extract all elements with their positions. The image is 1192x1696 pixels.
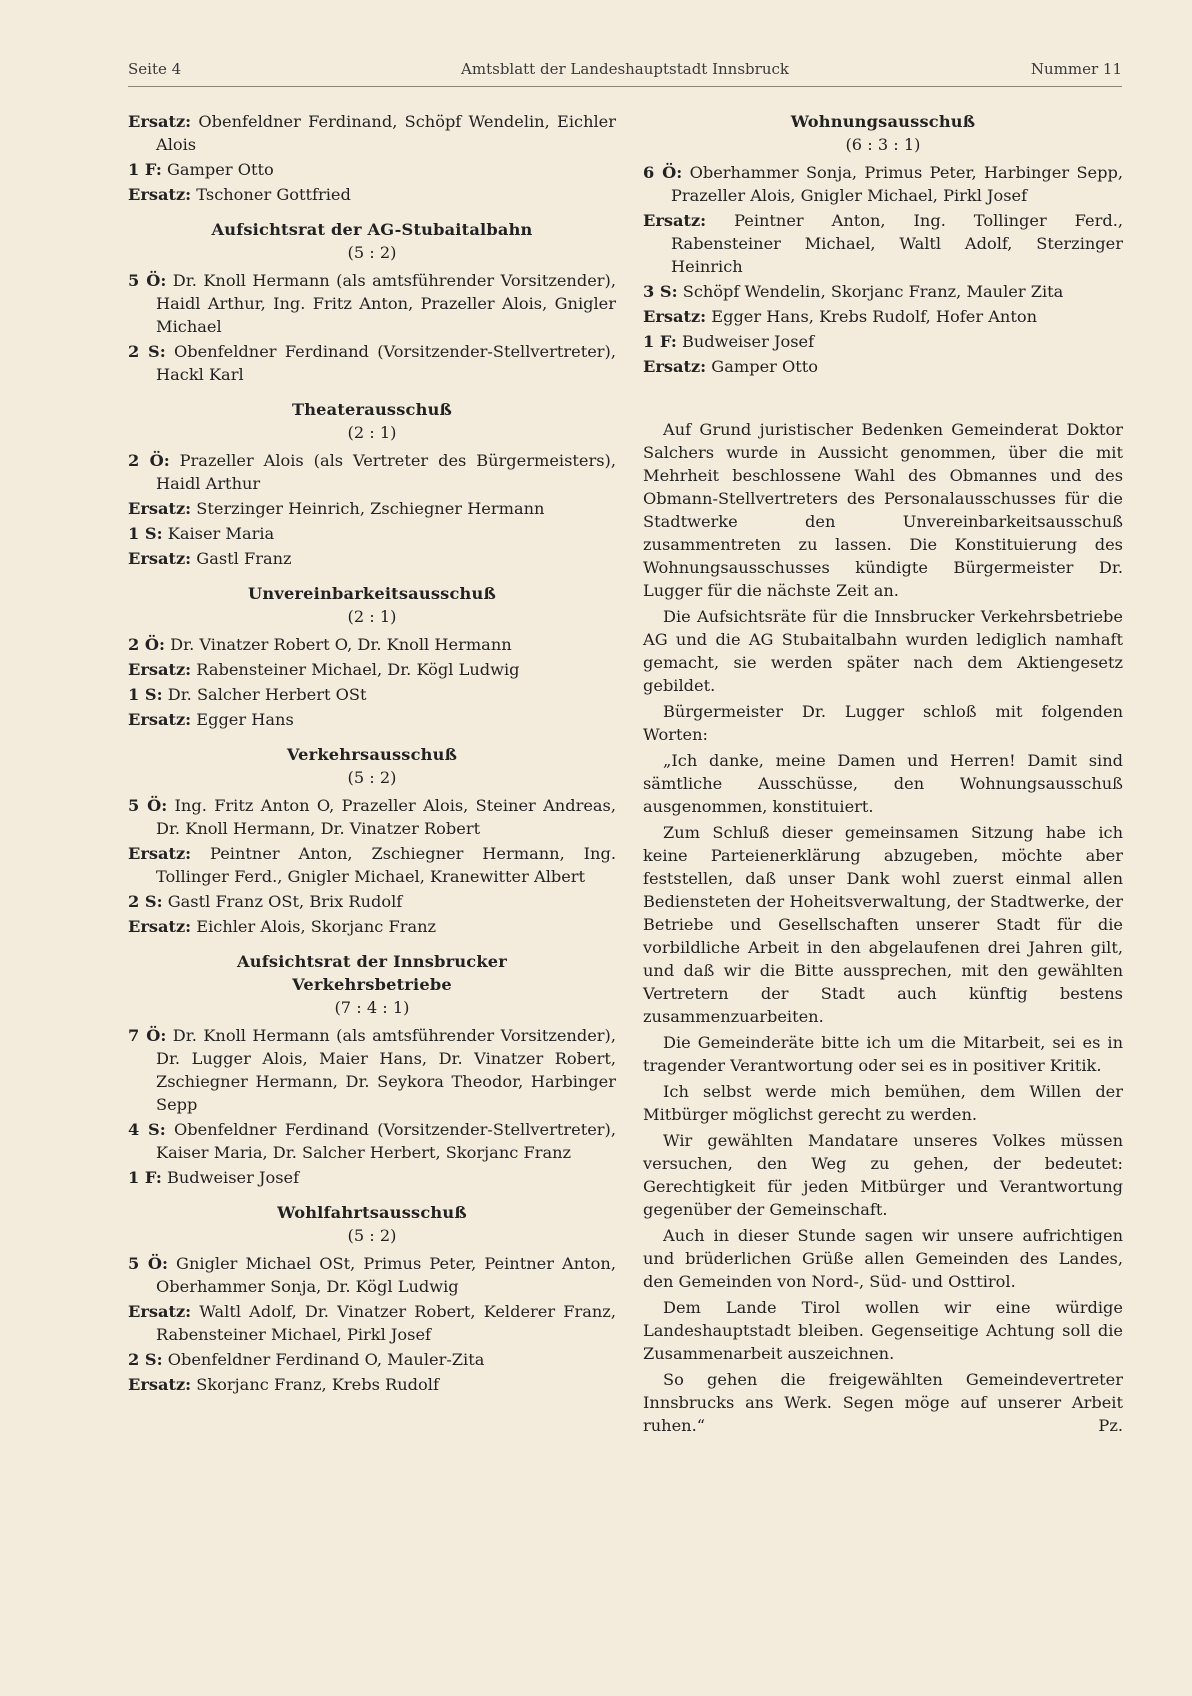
- entry: [128, 890, 616, 913]
- section-title: Wohlfahrtsausschuß: [277, 1203, 467, 1222]
- entry-text: Gastl Franz OSt, Brix Rudolf: [162, 892, 403, 911]
- entry-text: Obenfeldner Ferdinand (Vorsitzender-Stellvertreter), Kaiser Maria, Dr. Salcher Herbert, Skorjanc Franz: [156, 1120, 616, 1162]
- entry: [128, 683, 616, 706]
- section-ratio: (5 : 2): [347, 768, 397, 787]
- section-aufsichtsrat-verkehrsbetriebe: [128, 950, 616, 1189]
- paragraph-last: [643, 1368, 1123, 1437]
- section-theater: [128, 398, 616, 570]
- entry: [128, 449, 616, 495]
- paragraph: Wir gewählten Mandatare unseres Volkes müssen versuchen, den Weg zu gehen, der bedeutet: Gerechtigkeit für jeden Mitbürger und Verantwortung gegenüber der Gemeinschaft.: [643, 1131, 1123, 1219]
- section-title: Verkehrsausschuß: [286, 745, 458, 764]
- entry-label: 3 S:: [643, 282, 678, 301]
- entry: [128, 1252, 616, 1298]
- paragraph: Die Gemeinderäte bitte ich um die Mitarbeit, sei es in tragender Verantwortung oder sei es in positiver Kritik.: [643, 1033, 1123, 1075]
- paragraph-text: So gehen die freigewählten Gemeindevertreter Innsbrucks ans Werk. Segen möge auf unserer Arbeit ruhen.“: [643, 1370, 1123, 1435]
- entry: [128, 497, 616, 520]
- entry-label: 1 S:: [128, 685, 163, 704]
- section-title: Theaterausschuß: [291, 400, 453, 419]
- entry-text: Skorjanc Franz, Krebs Rudolf: [191, 1375, 439, 1394]
- entry-text: Gnigler Michael OSt, Primus Peter, Peintner Anton, Oberhammer Sonja, Dr. Kögl Ludwig: [156, 1254, 616, 1296]
- entry-label: Ersatz:: [128, 499, 192, 518]
- entry-label: Ersatz:: [643, 211, 707, 230]
- entry-text: Sterzinger Heinrich, Zschiegner Hermann: [191, 499, 545, 518]
- entry: [128, 1300, 616, 1346]
- entry: [128, 1348, 616, 1371]
- entry-text: Gamper Otto: [161, 160, 274, 179]
- author-signature: Pz.: [1098, 1416, 1123, 1435]
- entry: [128, 1373, 616, 1396]
- section-ratio: (2 : 1): [347, 607, 397, 626]
- section-title: Wohnungsausschuß: [790, 112, 976, 131]
- entry: [128, 547, 616, 570]
- entry-label: 2 S:: [128, 342, 166, 361]
- entry: [128, 158, 616, 181]
- entry-label: 2 Ö:: [128, 451, 170, 470]
- entry: [128, 708, 616, 731]
- right-column: [643, 110, 1123, 1440]
- intro-block: [128, 110, 616, 206]
- entry-label: 2 S:: [128, 892, 163, 911]
- entry-text: Ing. Fritz Anton O, Prazeller Alois, Steiner Andreas, Dr. Knoll Hermann, Dr. Vinatzer Robert: [156, 796, 616, 838]
- entry: [128, 633, 616, 656]
- left-column: [128, 110, 616, 1398]
- entry: [128, 183, 616, 206]
- paragraph: Auf Grund juristischer Bedenken Gemeinderat Doktor Salchers wurde in Aussicht genommen, über die mit Mehrheit beschlossene Wahl des Obmannes und des Obmann-Stellvertreters des Personalausschusses für die Stadtwerke den Unvereinbarkeitsausschuß zusammentreten zu lassen. Die Konstituierung des Wohnungsausschusses kündigte Bürgermeister Dr. Lugger für die nächste Zeit an.: [643, 420, 1123, 600]
- paragraph: Bürgermeister Dr. Lugger schloß mit folgenden Worten:: [643, 702, 1123, 744]
- entry: [128, 658, 616, 681]
- entry: [128, 340, 616, 386]
- entry-text: Egger Hans, Krebs Rudolf, Hofer Anton: [706, 307, 1038, 326]
- section-title: Aufsichtsrat der AG-Stubaitalbahn: [211, 220, 533, 239]
- entry-label: 2 Ö:: [128, 635, 165, 654]
- entry-label: 1 F:: [643, 332, 677, 351]
- entry: [128, 269, 616, 338]
- entry-text: Obenfeldner Ferdinand (Vorsitzender-Stellvertreter), Hackl Karl: [156, 342, 616, 384]
- entry-label: Ersatz:: [128, 1375, 192, 1394]
- entry: [643, 330, 1123, 353]
- publication-title: Amtsblatt der Landeshauptstadt Innsbruck: [461, 60, 789, 78]
- entry-text: Budweiser Josef: [676, 332, 815, 351]
- section-ratio: (5 : 2): [347, 1226, 397, 1245]
- section-title: Aufsichtsrat der Innsbrucker Verkehrsbetriebe: [236, 952, 508, 994]
- entry-text: Obenfeldner Ferdinand, Schöpf Wendelin, Eichler Alois: [156, 112, 616, 154]
- entry-text: Prazeller Alois (als Vertreter des Bürgermeisters), Haidl Arthur: [156, 451, 616, 493]
- entry-text: Egger Hans: [191, 710, 294, 729]
- entry-label: 5 Ö:: [128, 796, 168, 815]
- entry-text: Dr. Salcher Herbert OSt: [162, 685, 367, 704]
- entry: [128, 1166, 616, 1189]
- section-wohnung: [643, 110, 1123, 378]
- entry: [643, 305, 1123, 328]
- entry-text: Budweiser Josef: [161, 1168, 300, 1187]
- entry-label: Ersatz:: [643, 357, 707, 376]
- entry-label: 5 Ö:: [128, 1254, 168, 1273]
- entry: [643, 161, 1123, 207]
- entry-label: 1 F:: [128, 1168, 162, 1187]
- page-header: [128, 60, 1122, 87]
- entry-label: Ersatz:: [128, 1302, 192, 1321]
- section-verkehr: [128, 743, 616, 938]
- entry-label: Ersatz:: [128, 660, 192, 679]
- entry-label: 1 F:: [128, 160, 162, 179]
- section-ratio: (6 : 3 : 1): [845, 135, 921, 154]
- section-ratio: (7 : 4 : 1): [334, 998, 410, 1017]
- entry-label: Ersatz:: [128, 844, 192, 863]
- entry: [643, 355, 1123, 378]
- entry-label: 7 Ö:: [128, 1026, 167, 1045]
- issue-number: Nummer 11: [1030, 60, 1122, 78]
- closing-text: [643, 418, 1123, 1437]
- entry-label: Ersatz:: [128, 112, 192, 131]
- paragraph: Zum Schluß dieser gemeinsamen Sitzung habe ich keine Parteienerklärung abzugeben, möchte aber feststellen, daß unser Dank wohl zuerst einmal allen Bediensteten der Hoheitsverwaltung, der Stadtwerke, der Betriebe und Gesellschaften unserer Stadt für die vorbildliche Arbeit in den abgelaufenen drei Jahren gilt, und daß wir die Bitte aussprechen, mit den gewählten Vertretern der Stadt auch künftig bestens zusammenzuarbeiten.: [643, 823, 1123, 1026]
- section-title: Unvereinbarkeitsausschuß: [248, 584, 496, 603]
- entry-label: Ersatz:: [128, 549, 192, 568]
- page-number: Seite 4: [128, 60, 182, 78]
- entry: [643, 209, 1123, 278]
- entry: [128, 794, 616, 840]
- paragraph: Dem Lande Tirol wollen wir eine würdige Landeshauptstadt bleiben. Gegenseitige Achtung soll die Zusammenarbeit auszeichnen.: [643, 1298, 1123, 1363]
- entry: [128, 110, 616, 156]
- section-ratio: (5 : 2): [347, 243, 397, 262]
- entry: [128, 842, 616, 888]
- entry-text: Dr. Knoll Hermann (als amtsführender Vorsitzender), Haidl Arthur, Ing. Fritz Anton, Prazeller Alois, Gnigler Michael: [156, 271, 616, 336]
- section-ratio: (2 : 1): [347, 423, 397, 442]
- entry-text: Dr. Knoll Hermann (als amtsführender Vorsitzender), Dr. Lugger Alois, Maier Hans, Dr. Vinatzer Robert, Zschiegner Hermann, Dr. Seykora Theodor, Harbinger Sepp: [156, 1026, 616, 1114]
- entry-label: Ersatz:: [643, 307, 707, 326]
- entry: [128, 1024, 616, 1116]
- entry-label: 1 S:: [128, 524, 163, 543]
- paragraph: Auch in dieser Stunde sagen wir unsere aufrichtigen und brüderlichen Grüße allen Gemeinden des Landes, den Gemeinden von Nord-, Süd- und Osttirol.: [643, 1226, 1123, 1291]
- entry-text: Obenfeldner Ferdinand O, Mauler-Zita: [162, 1350, 485, 1369]
- entry-text: Eichler Alois, Skorjanc Franz: [191, 917, 437, 936]
- entry-text: Peintner Anton, Zschiegner Hermann, Ing. Tollinger Ferd., Gnigler Michael, Kranewitter Albert: [156, 844, 616, 886]
- entry-text: Waltl Adolf, Dr. Vinatzer Robert, Kelderer Franz, Rabensteiner Michael, Pirkl Josef: [156, 1302, 616, 1344]
- entry-label: 2 S:: [128, 1350, 163, 1369]
- section-wohlfahrt: [128, 1201, 616, 1396]
- entry-label: Ersatz:: [128, 185, 192, 204]
- paragraph: Ich selbst werde mich bemühen, dem Willen der Mitbürger möglichst gerecht zu werden.: [643, 1082, 1123, 1124]
- entry: [643, 280, 1123, 303]
- entry-label: Ersatz:: [128, 710, 192, 729]
- paragraph: Die Aufsichtsräte für die Innsbrucker Verkehrsbetriebe AG und die AG Stubaitalbahn wurden lediglich namhaft gemacht, sie werden später nach dem Aktiengesetz gebildet.: [643, 607, 1123, 695]
- entry-text: Dr. Vinatzer Robert O, Dr. Knoll Hermann: [164, 635, 512, 654]
- entry-text: Oberhammer Sonja, Primus Peter, Harbinger Sepp, Prazeller Alois, Gnigler Michael, Pirkl Josef: [671, 163, 1123, 205]
- entry-text: Kaiser Maria: [162, 524, 275, 543]
- section-stubaitalbahn: [128, 218, 616, 386]
- entry-text: Tschoner Gottfried: [191, 185, 351, 204]
- entry: [128, 1118, 616, 1164]
- entry-label: 6 Ö:: [643, 163, 683, 182]
- entry-label: 5 Ö:: [128, 271, 167, 290]
- entry-text: Peintner Anton, Ing. Tollinger Ferd., Rabensteiner Michael, Waltl Adolf, Sterzinger Heinrich: [671, 211, 1123, 276]
- entry-label: Ersatz:: [128, 917, 192, 936]
- entry: [128, 522, 616, 545]
- entry-text: Gastl Franz: [191, 549, 292, 568]
- entry-text: Rabensteiner Michael, Dr. Kögl Ludwig: [191, 660, 520, 679]
- entry-label: 4 S:: [128, 1120, 166, 1139]
- entry-text: Gamper Otto: [706, 357, 819, 376]
- entry-text: Schöpf Wendelin, Skorjanc Franz, Mauler Zita: [677, 282, 1064, 301]
- entry: [128, 915, 616, 938]
- section-unvereinbarkeit: [128, 582, 616, 731]
- paragraph: „Ich danke, meine Damen und Herren! Damit sind sämtliche Ausschüsse, den Wohnungsausschuß ausgenommen, konstituiert.: [643, 751, 1123, 816]
